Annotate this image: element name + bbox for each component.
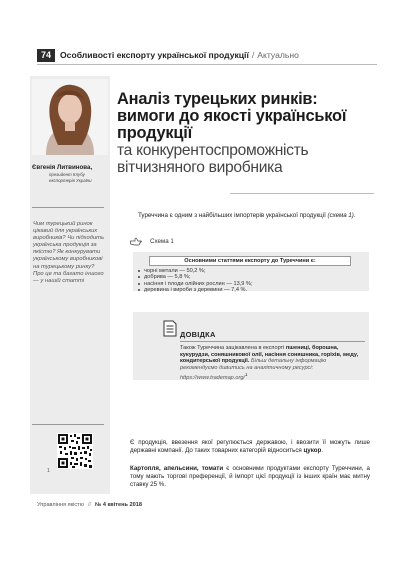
scheme-export-list: [138, 268, 358, 293]
bullet-icon: [138, 289, 140, 291]
body-bold-produce: Картопля, апельсини, томати: [130, 465, 224, 472]
title-divider: [230, 193, 374, 194]
pull-quote: Чим турецький ринок цікавий для українських виробників? Чи підходить українська продукція за якістю? Як конкурувати українському виробникові на турецькому ринку? Про це та багато іншого — у нашій статті: [33, 221, 105, 284]
list-item-text: деревина і вироби з деревини — 7,4 %.: [144, 286, 248, 293]
info-text-products: пшениці, борошна, кукурудзи, соняшникової олії, насіння соняшника, горіхів, меду, кондитерської продукції.: [180, 345, 359, 365]
info-text-plain: Також Туреччина зацікавлена в експорті: [180, 345, 286, 351]
list-item-text: чорні метали — 50,2 %;: [144, 268, 206, 274]
bullet-icon: [138, 270, 140, 272]
info-title: ДОВІДКА: [180, 330, 216, 339]
document-icon: [163, 320, 177, 337]
pointing-hand-icon: [130, 237, 142, 246]
section-title: Особливості експорту української продукції: [60, 50, 249, 60]
bullet-icon: [138, 283, 140, 285]
intro-scheme-ref: (схема 1): [327, 212, 354, 219]
header-divider: [37, 64, 377, 65]
scheme-label: Схема 1: [150, 238, 174, 245]
list-item: [138, 287, 358, 293]
scheme-label-row: [130, 237, 174, 246]
issue-number: № 4 квітень 2018: [95, 502, 142, 508]
quote-divider-bottom: [32, 424, 104, 425]
qr-code-graphic: [57, 433, 93, 469]
author-photo: [32, 79, 108, 155]
info-text-link[interactable]: Більш детальну інформацію рекомендуємо дивитись на аналітичному ресурсі: https://www.trademap.org/: [180, 358, 327, 381]
article-title: Аналіз турецьких ринків: вимоги до якості української продукції: [117, 90, 347, 142]
intro-end: .: [353, 212, 356, 219]
section-subtitle: Актуально: [257, 50, 299, 60]
author-role: президент Клубу експортерів України: [49, 172, 92, 183]
list-item-text: насіння і плоди олійних рослин — 13,9 %;: [144, 280, 253, 287]
info-title-divider: [180, 341, 365, 342]
qr-code-icon[interactable]: [57, 433, 93, 469]
body-paragraph-sugar: [130, 439, 370, 455]
footer-separator: //: [87, 502, 92, 508]
body-paragraph-produce: [130, 465, 370, 489]
intro-paragraph: [138, 212, 368, 220]
author-name: Євгенія Литвинова,: [32, 164, 93, 171]
body-text: Є продукція, ввезення якої регулюється державою, і ввозити її можуть лише державні компанії. До таких товарних категорій відноситься: [130, 439, 370, 455]
body-text-end: .: [321, 447, 324, 455]
list-item-text: добрива — 5,8 %;: [144, 274, 191, 281]
article-subtitle: та конкурентоспроможність вітчизняного виробника: [117, 142, 309, 176]
body-bold-sugar: цукор: [303, 447, 322, 455]
journal-name: Управління якістю: [37, 502, 84, 508]
info-text: [180, 345, 365, 381]
quote-divider-top: [32, 207, 104, 208]
portrait-image: [32, 79, 108, 155]
body-text: є основними продуктами експорту Туреччини, а тому мають торгові преференції, й імпорт цієї продукції із інших країн має митну ставку 25 %.: [130, 465, 370, 489]
page-number: 74: [37, 49, 55, 62]
section-separator: /: [251, 50, 255, 60]
page-footer: [37, 502, 142, 508]
page-header: [37, 48, 377, 62]
bullet-icon: [138, 276, 140, 278]
qr-footnote-number: 1: [47, 468, 50, 474]
intro-text: Туреччина є одним з найбільших імпортерів української продукції: [138, 212, 326, 219]
scheme-table-title: Основними статтями експорту до Туреччини є:: [149, 256, 351, 266]
info-footnote-mark: 1: [244, 371, 248, 377]
